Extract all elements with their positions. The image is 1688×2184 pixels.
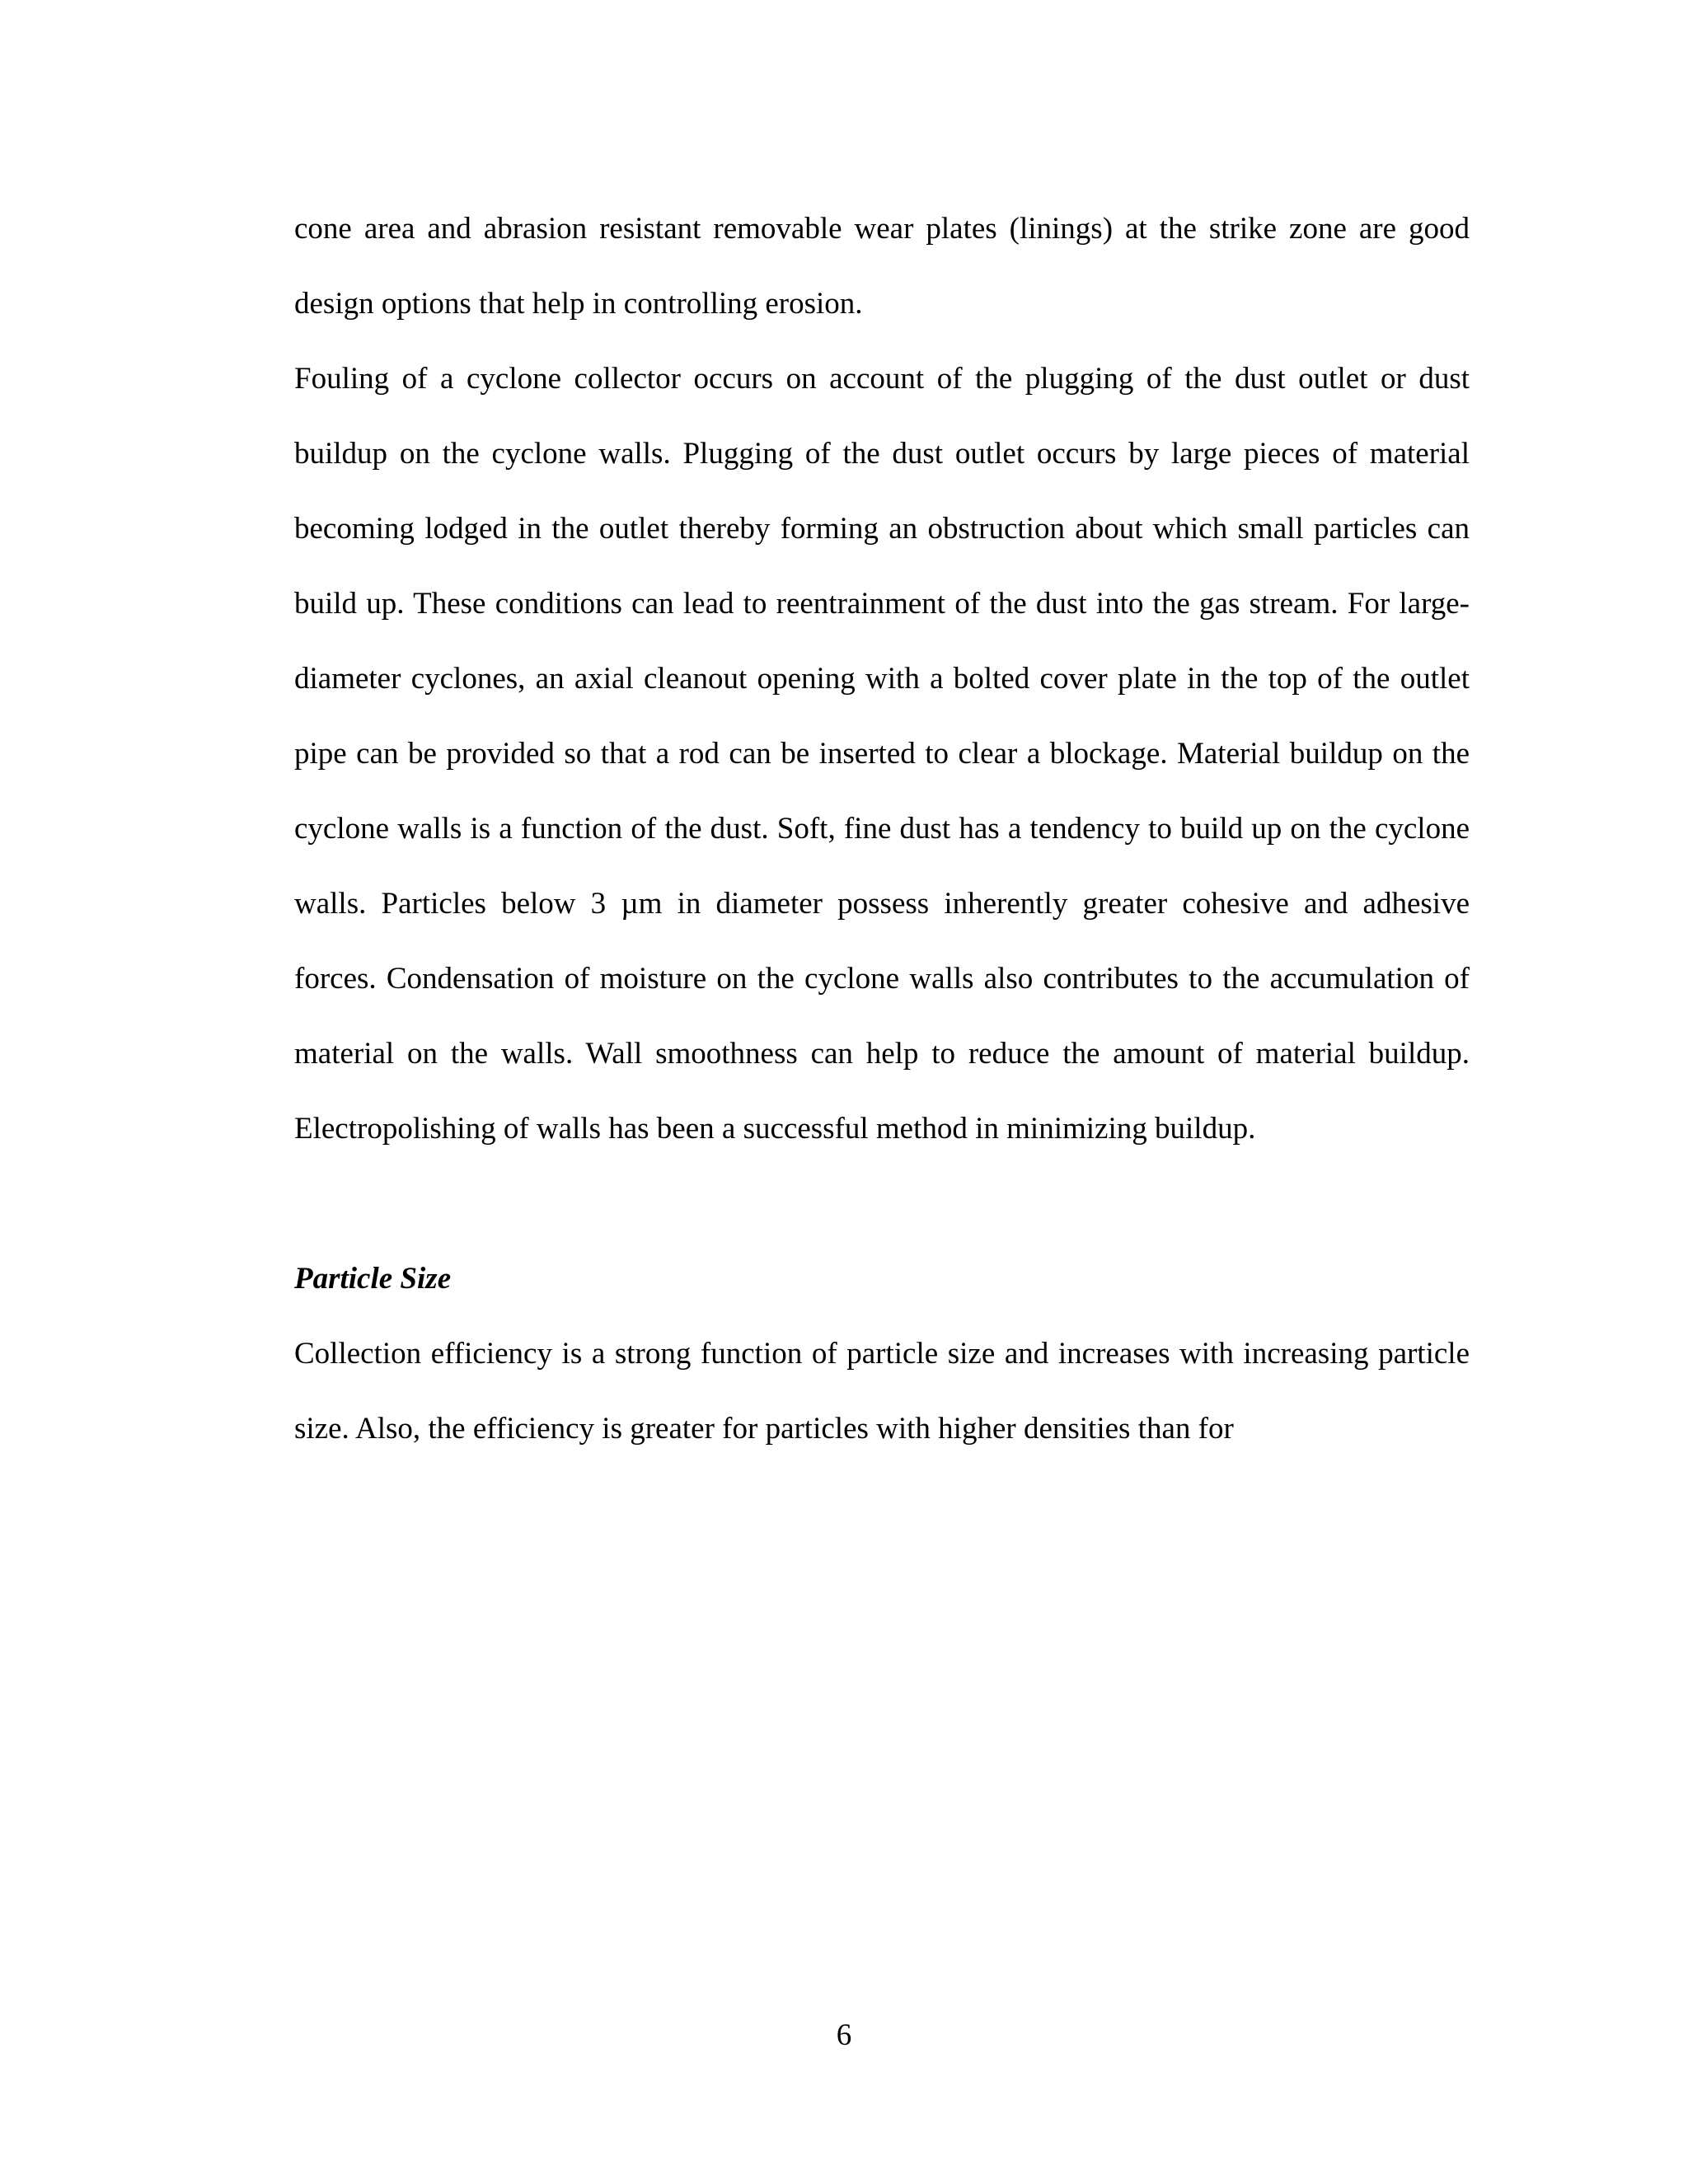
paragraph-particle-size: Collection efficiency is a strong function of particle size and increases with increasing particle size. Also, the efficiency is greater for particles with higher densities than for [294,1337,1470,1446]
paragraph-erosion-continuation: cone area and abrasion resistant removable wear plates (linings) at the strike zone are good design options that help in controlling erosion. [294,212,1470,321]
paragraph-fouling: Fouling of a cyclone collector occurs on account of the plugging of the dust outlet or dust buildup on the cyclone walls. Plugging of the dust outlet occurs by large pieces of material becoming lodged in the outlet thereby forming an obstruction about which small particles can build up. These conditions can lead to reentrainment of the dust into the gas stream. For large-diameter cyclones, an axial cleanout opening with a bolted cover plate in the top of the outlet pipe can be provided so that a rod can be inserted to clear a blockage. Material buildup on the cyclone walls is a function of the dust. Soft, fine dust has a tendency to build up on the cyclone walls. Particles below 3 µm in diameter possess inherently greater cohesive and adhesive forces. Condensation of moisture on the cyclone walls also contributes to the accumulation of material on the walls. Wall smoothness can help to reduce the amount of material buildup. Electropolishing of walls has been a successful method in minimizing buildup. [294,362,1470,1146]
page-number: 6 [836,2018,852,2052]
section-heading-particle-size: Particle Size [294,1262,452,1296]
page-content [294,191,1470,1466]
